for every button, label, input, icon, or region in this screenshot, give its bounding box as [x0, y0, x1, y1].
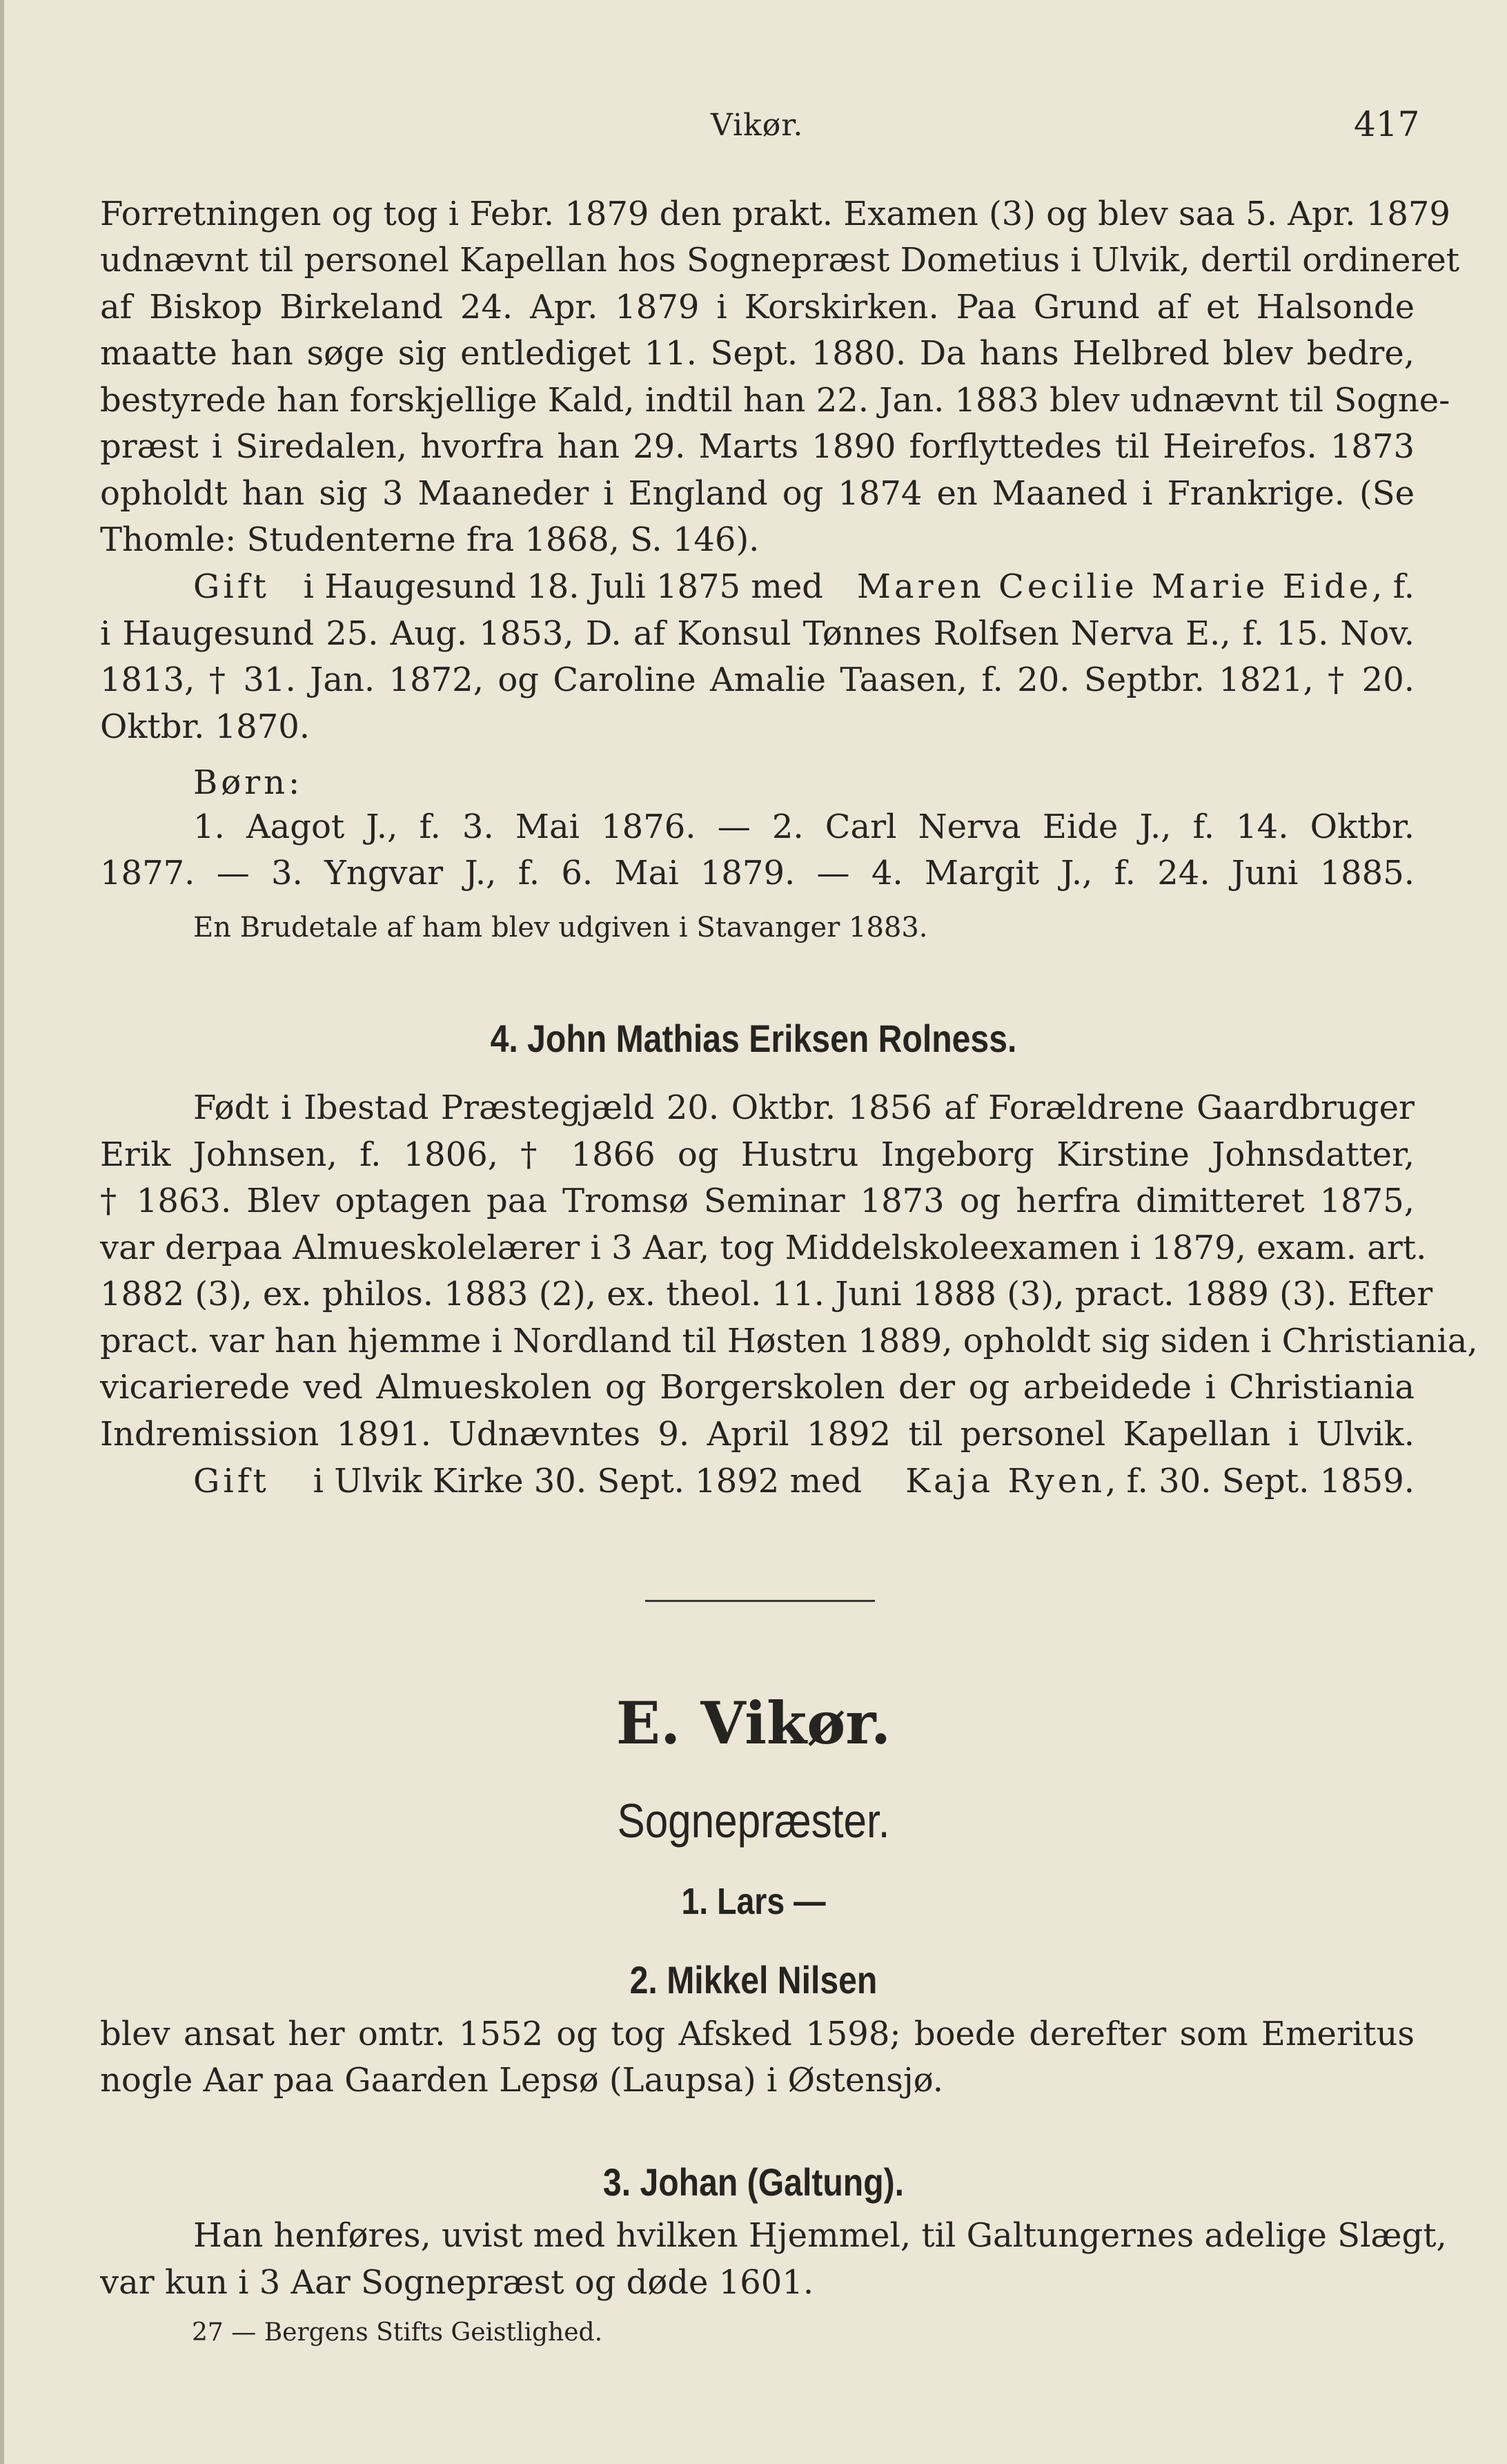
- text-line: af Biskop Birkeland 24. Apr. 1879 i Korskirken. Paa Grund af et Halsonde: [100, 288, 1415, 326]
- section-title: E. Vikør.: [615, 1689, 892, 1757]
- section-subtitle: Sognepræster.: [617, 1794, 890, 1848]
- marriage-place-date: i Haugesund 18. Juli 1875 med: [303, 567, 823, 606]
- text-line: bestyrede han forskjellige Kald, indtil han 22. Jan. 1883 blev udnævnt til Sogne-: [100, 381, 1450, 420]
- text-line: udnævnt til personel Kapellan hos Sognepræst Dometius i Ulvik, dertil ordineret: [100, 241, 1460, 280]
- text-line: nogle Aar paa Gaarden Lepsø (Laupsa) i Østensjø.: [100, 2061, 944, 2100]
- text-line: Han henføres, uvist med hvilken Hjemmel, til Galtungernes adelige Slægt,: [193, 2216, 1447, 2255]
- children-line: 1. Aagot J., f. 3. Mai 1876. — 2. Carl Nerva Eide J., f. 14. Oktbr.: [193, 808, 1415, 846]
- entry-3-heading: 3. Johan (Galtung).: [602, 2160, 905, 2204]
- page-edge-shadow: [0, 0, 4, 2464]
- text-line: opholdt han sig 3 Maaneder i England og 1874 en Maaned i Frankrige. (Se: [100, 474, 1415, 513]
- text-line: var kun i 3 Aar Sognepræst og døde 1601.: [100, 2263, 814, 2302]
- footer-signature: 27 — Bergens Stifts Geistlighed.: [192, 2318, 603, 2347]
- marriage-suffix: , f.: [1372, 567, 1415, 606]
- text-line: Indremission 1891. Udnævntes 9. April 1892 til personel Kapellan i Ulvik.: [100, 1415, 1415, 1454]
- marriage-line: [193, 566, 1415, 607]
- children-line: 1877. — 3. Yngvar J., f. 6. Mai 1879. — 4. Margit J., f. 24. Juni 1885.: [100, 854, 1415, 892]
- spouse-name: Maren Cecilie Marie Eide: [856, 567, 1372, 606]
- text-line: i Haugesund 25. Aug. 1853, D. af Konsul Tønnes Rolfsen Nerva E., f. 15. Nov.: [100, 614, 1415, 653]
- running-head-title: Vikør.: [711, 108, 804, 143]
- text-line: blev ansat her omtr. 1552 og tog Afsked 1598; boede derefter som Emeritus: [100, 2015, 1415, 2053]
- text-line: pract. var han hjemme i Nordland til Høsten 1889, opholdt sig siden i Christiania,: [100, 1322, 1478, 1360]
- gift-label: Gift: [193, 567, 270, 606]
- marriage-place-date: i Ulvik Kirke 30. Sept. 1892 med: [313, 1462, 863, 1500]
- text-line: Thomle: Studenterne fra 1868, S. 146).: [100, 520, 760, 559]
- entry-2-heading: 2. Mikkel Nilsen: [629, 1958, 878, 2002]
- text-line: † 1863. Blev optagen paa Tromsø Seminar 1873 og herfra dimitteret 1875,: [100, 1182, 1415, 1220]
- page-number: 417: [1354, 104, 1420, 144]
- text-line: præst i Siredalen, hvorfra han 29. Marts 1890 forflyttedes til Heirefos. 1873: [100, 427, 1415, 466]
- text-line: Forretningen og tog i Febr. 1879 den prakt. Examen (3) og blev saa 5. Apr. 1879: [100, 195, 1450, 233]
- marriage-line: [193, 1460, 1415, 1502]
- text-line: Oktbr. 1870.: [100, 707, 311, 746]
- note-line: En Brudetale af ham blev udgiven i Stavanger 1883.: [193, 912, 928, 943]
- text-line: vicarierede ved Almueskolen og Borgerskolen der og arbeidede i Christiania: [100, 1368, 1415, 1407]
- text-line: Erik Johnsen, f. 1806, † 1866 og Hustru Ingeborg Kirstine Johnsdatter,: [100, 1135, 1415, 1174]
- spouse-name: Kaja Ryen: [905, 1462, 1106, 1500]
- children-label: Børn:: [193, 763, 304, 802]
- text-line: 1882 (3), ex. philos. 1883 (2), ex. theol. 11. Juni 1888 (3), pract. 1889 (3). Efter: [100, 1275, 1433, 1313]
- text-line: 1813, † 31. Jan. 1872, og Caroline Amalie Taasen, f. 20. Septbr. 1821, † 20.: [100, 661, 1415, 699]
- text-line: maatte han søge sig entlediget 11. Sept. 1880. Da hans Helbred blev bedre,: [100, 334, 1415, 373]
- gift-label: Gift: [193, 1462, 270, 1500]
- text-line: Født i Ibestad Præstegjæld 20. Oktbr. 1856 af Forældrene Gaardbruger: [193, 1088, 1415, 1127]
- marriage-suffix: , f. 30. Sept. 1859.: [1105, 1462, 1415, 1500]
- text-line: var derpaa Almueskolelærer i 3 Aar, tog Middelskoleexamen i 1879, exam. art.: [100, 1229, 1427, 1267]
- entry-4-heading: 4. John Mathias Eriksen Rolness.: [490, 1017, 1017, 1060]
- section-divider: [645, 1600, 875, 1602]
- entry-1-heading: 1. Lars —: [681, 1881, 826, 1922]
